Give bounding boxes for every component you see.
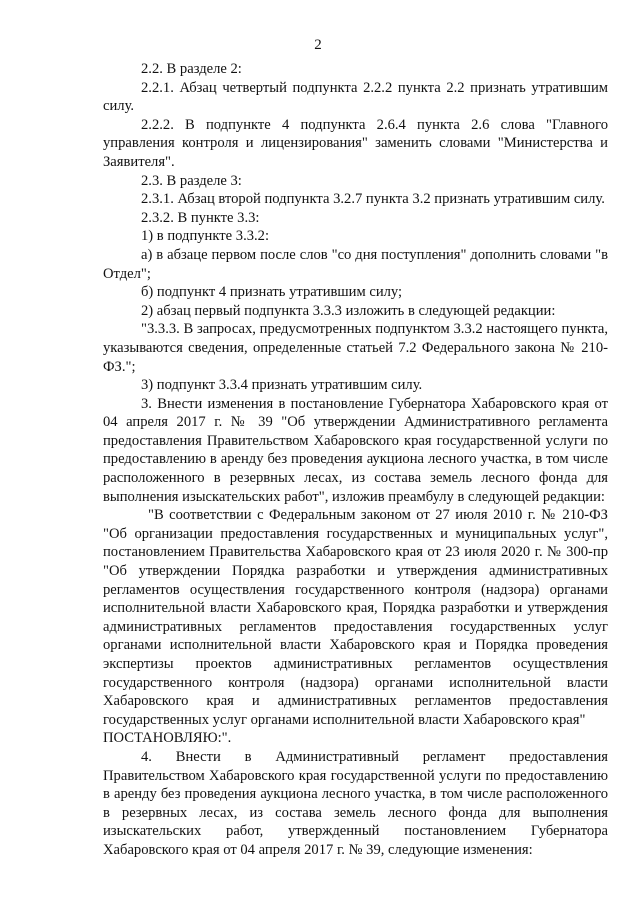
- paragraph-item-b: б) подпункт 4 признать утратившим силу;: [141, 284, 403, 301]
- paragraph-3: 3. Внести изменения в постановление Губернатора Хабаровского края от 04 апреля 2017 г. № 39 "Об утверждении Административного регламента предоставления Правительством Хабаровского края государственной услуги по предоставлению в аренду без проведения аукциона лесного участка, в том числе расположенного в резервных лесах, из состава земель лесного фонда для выполнения изыскательских работ", изложив преамбулу в следующей редакции:: [103, 395, 608, 505]
- paragraph-item-1: 1) в подпункте 3.3.2:: [141, 228, 270, 245]
- paragraph-preamble-quote: "В соответствии с Федеральным законом от 27 июля 2010 г. № 210-ФЗ "Об организации предоставления государственных и муниципальных услуг", постановлением Правительства Хабаровского края от 23 июля 2020 г. № 300-пр "Об утверждении Порядка разработки и утверждения административных регламентов осуществления государственного контроля (надзора) органами исполнительной власти Хабаровского края, Порядка разработки и утверждения административных регламентов предоставления государственных услуг органами исполнительной власти Хабаровского края и Порядка проведения экспертизы проектов административных регламентов осуществления государственного контроля (надзора) органами исполнительной власти Хабаровского края и административных регламентов предоставления государственных услуг органами исполнительной власти Хабаровского края": [103, 507, 608, 728]
- paragraph-item-2: 2) абзац первый подпункта 3.3.3 изложить в следующей редакции:: [141, 302, 556, 319]
- paragraph-2-3-1: 2.3.1. Абзац второй подпункта 3.2.7 пункта 3.2 признать утратившим силу.: [141, 191, 605, 208]
- paragraph-quote-3-3-3: "3.3.3. В запросах, предусмотренных подпунктом 3.3.2 настоящего пункта, указываются сведения, определенные статьей 7.2 Федерального закона № 210-ФЗ.";: [103, 321, 608, 375]
- paragraph-2-2-2: 2.2.2. В подпункте 4 подпункта 2.6.4 пункта 2.6 слова "Главного управления контроля и лицензирования" заменить словами "Министерства и Заявителя".: [103, 116, 608, 170]
- paragraph-2-2: 2.2. В разделе 2:: [141, 61, 242, 77]
- page-number: 2: [314, 37, 322, 53]
- paragraph-2-3: 2.3. В разделе 3:: [141, 172, 242, 189]
- paragraph-item-3: 3) подпункт 3.3.4 признать утратившим силу.: [141, 377, 423, 394]
- paragraph-2-3-2: 2.3.2. В пункте 3.3:: [141, 209, 260, 226]
- paragraph-4: 4. Внести в Административный регламент предоставления Правительством Хабаровского края государственной услуги по предоставлению в аренду без проведения аукциона лесного участка, в том числе расположенного в резервных лесах, из состава земель лесного фонда для выполнения изыскательских работ, утвержденный постановлением Губернатора Хабаровского края от 04 апреля 2017 г. № 39, следующие изменения:: [103, 748, 608, 858]
- paragraph-item-a: а) в абзаце первом после слов "со дня поступления" дополнить словами "в Отдел";: [103, 246, 608, 282]
- paragraph-postanovlyayu: ПОСТАНОВЛЯЮ:".: [103, 730, 232, 747]
- document-body: [103, 60, 608, 860]
- paragraph-2-2-1: 2.2.1. Абзац четвертый подпункта 2.2.2 пункта 2.2 признать утратившим силу.: [103, 79, 608, 115]
